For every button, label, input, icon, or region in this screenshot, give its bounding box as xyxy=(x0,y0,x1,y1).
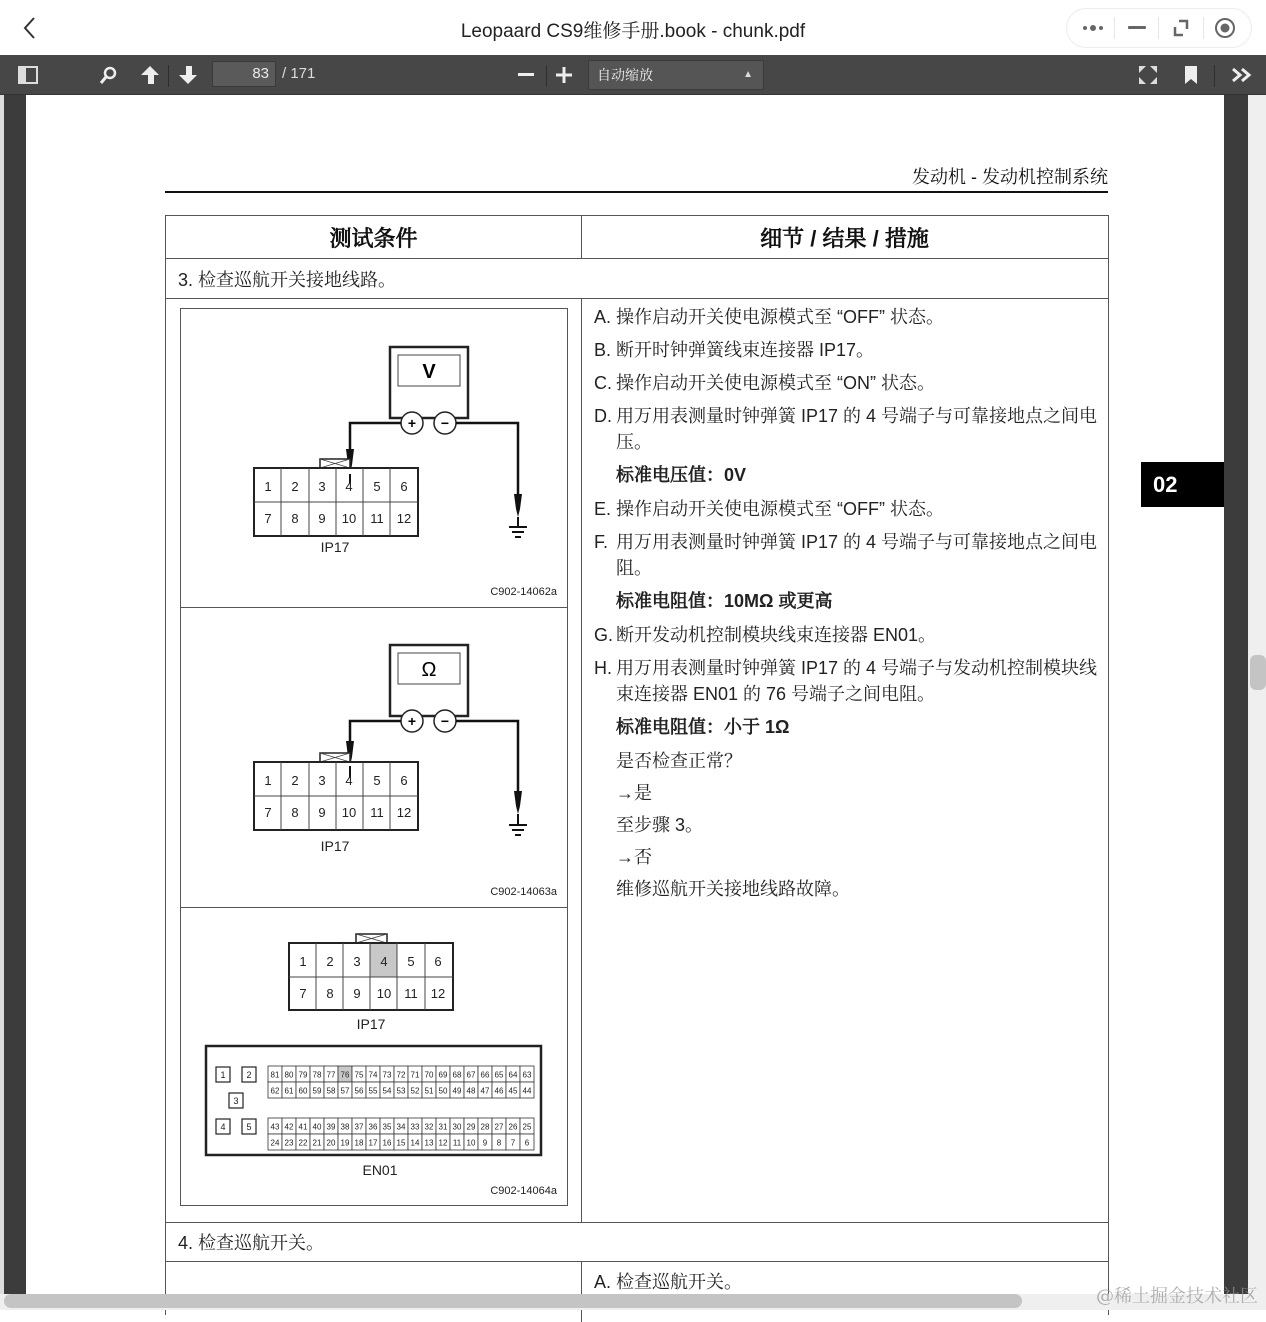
standard-resistance-f: 标准电阻值：10MΩ 或更高 xyxy=(616,591,833,611)
figure-voltage-test xyxy=(180,308,568,608)
svg-text:39: 39 xyxy=(326,1122,336,1132)
svg-text:23: 23 xyxy=(284,1138,294,1148)
zoom-out-button[interactable] xyxy=(512,61,540,89)
svg-text:67: 67 xyxy=(466,1070,476,1080)
zoom-select-value: 自动缩放 xyxy=(597,67,653,83)
svg-text:16: 16 xyxy=(382,1138,392,1148)
divider xyxy=(168,65,169,87)
svg-text:9: 9 xyxy=(353,986,361,1001)
svg-text:EN01: EN01 xyxy=(362,1162,398,1178)
zoom-select[interactable] xyxy=(588,60,764,90)
svg-text:11: 11 xyxy=(404,986,418,1001)
check-question: 是否检查正常？ xyxy=(616,751,742,771)
horizontal-scrollbar-thumb[interactable] xyxy=(4,1294,1022,1308)
more-icon xyxy=(1081,23,1105,33)
svg-text:3: 3 xyxy=(318,773,326,788)
svg-text:C902-14064a: C902-14064a xyxy=(490,1185,557,1197)
arrow-down-icon xyxy=(178,65,198,85)
svg-text:42: 42 xyxy=(284,1122,294,1132)
svg-text:79: 79 xyxy=(298,1070,308,1080)
header-details: 细节 / 结果 / 措施 xyxy=(581,216,1108,259)
svg-text:Ω: Ω xyxy=(421,659,437,681)
more-button[interactable] xyxy=(1075,14,1111,42)
svg-text:28: 28 xyxy=(480,1122,490,1132)
standard-voltage: 标准电压值：0V xyxy=(616,465,747,485)
svg-text:IP17: IP17 xyxy=(320,838,350,854)
svg-text:38: 38 xyxy=(340,1122,350,1132)
svg-text:15: 15 xyxy=(396,1138,406,1148)
svg-text:78: 78 xyxy=(312,1070,322,1080)
record-button[interactable] xyxy=(1207,14,1243,42)
svg-text:50: 50 xyxy=(438,1086,448,1096)
svg-text:10: 10 xyxy=(376,986,392,1001)
svg-text:41: 41 xyxy=(298,1122,308,1132)
svg-text:C902-14063a: C902-14063a xyxy=(490,886,557,898)
instruction-h: H. 用万用表测量时钟弹簧 IP17 的 4 号端子与发动机控制模块线束连接器 EN01 的 76 号端子之间电阻。 xyxy=(594,658,1098,704)
instruction-b: B. 断开时钟弹簧线束连接器 IP17。 xyxy=(594,340,875,360)
svg-text:12: 12 xyxy=(438,1138,448,1148)
svg-text:30: 30 xyxy=(452,1122,462,1132)
svg-text:17: 17 xyxy=(368,1138,378,1148)
voltage-test-diagram xyxy=(181,309,567,607)
svg-text:1: 1 xyxy=(220,1070,226,1080)
svg-text:59: 59 xyxy=(312,1086,322,1096)
head-rule xyxy=(165,191,1108,193)
svg-text:40: 40 xyxy=(312,1122,322,1132)
svg-text:12: 12 xyxy=(430,986,446,1001)
svg-text:49: 49 xyxy=(452,1086,462,1096)
no-action: 维修巡航开关接地线路故障。 xyxy=(616,879,850,899)
standard-resistance-h: 标准电阻值：小于 1Ω xyxy=(616,717,790,737)
instruction-a: A. 操作启动开关使电源模式至 “OFF” 状态。 xyxy=(594,307,944,327)
zoom-in-button[interactable] xyxy=(550,61,578,89)
instruction-c: C. 操作启动开关使电源模式至 “ON” 状态。 xyxy=(594,373,935,393)
double-chevron-right-icon xyxy=(1230,66,1252,84)
svg-text:75: 75 xyxy=(354,1070,364,1080)
svg-text:6: 6 xyxy=(434,954,442,969)
svg-text:−: − xyxy=(440,713,450,729)
svg-text:6: 6 xyxy=(524,1138,530,1148)
page-total: / 171 xyxy=(282,65,316,82)
svg-text:7: 7 xyxy=(299,986,307,1001)
svg-text:11: 11 xyxy=(370,805,384,820)
svg-text:6: 6 xyxy=(400,479,408,494)
divider xyxy=(1114,17,1115,39)
minimize-button[interactable] xyxy=(1119,14,1155,42)
svg-text:58: 58 xyxy=(326,1086,336,1096)
svg-text:3: 3 xyxy=(353,954,361,969)
step-3-instructions xyxy=(594,304,1104,908)
svg-text:C902-14062a: C902-14062a xyxy=(490,586,557,598)
column-divider xyxy=(581,1262,582,1322)
svg-text:44: 44 xyxy=(522,1086,532,1096)
svg-text:5: 5 xyxy=(373,479,381,494)
step-4-instruction-a: A. 检查巡航开关。 xyxy=(594,1272,743,1292)
tools-button[interactable] xyxy=(1226,61,1256,89)
svg-text:32: 32 xyxy=(424,1122,434,1132)
page-number-input[interactable]: 83 xyxy=(212,61,276,87)
header-test-conditions: 测试条件 xyxy=(166,216,581,259)
svg-text:70: 70 xyxy=(424,1070,434,1080)
svg-text:60: 60 xyxy=(298,1086,308,1096)
previous-page-button[interactable] xyxy=(136,61,164,89)
vertical-scrollbar-thumb[interactable] xyxy=(1250,655,1266,690)
svg-text:53: 53 xyxy=(396,1086,406,1096)
svg-text:+: + xyxy=(407,415,417,431)
restore-icon xyxy=(1171,18,1191,38)
svg-text:73: 73 xyxy=(382,1070,392,1080)
svg-text:77: 77 xyxy=(326,1070,336,1080)
sidebar-toggle-button[interactable] xyxy=(14,61,42,89)
arrow-up-icon xyxy=(140,65,160,85)
svg-text:11: 11 xyxy=(452,1138,462,1148)
svg-text:65: 65 xyxy=(494,1070,504,1080)
svg-text:54: 54 xyxy=(382,1086,392,1096)
svg-text:2: 2 xyxy=(246,1070,252,1080)
svg-text:IP17: IP17 xyxy=(320,539,350,555)
svg-text:29: 29 xyxy=(466,1122,476,1132)
svg-text:69: 69 xyxy=(438,1070,448,1080)
svg-text:51: 51 xyxy=(424,1086,434,1096)
svg-text:46: 46 xyxy=(494,1086,504,1096)
divider xyxy=(1203,17,1204,39)
svg-text:14: 14 xyxy=(410,1138,420,1148)
instruction-g: G. 断开发动机控制模块线束连接器 EN01。 xyxy=(594,625,937,645)
svg-text:3: 3 xyxy=(318,479,326,494)
svg-text:43: 43 xyxy=(270,1122,280,1132)
step-4-row: 4. 检查巡航开关。 xyxy=(166,1222,1108,1262)
svg-text:63: 63 xyxy=(522,1070,532,1080)
svg-text:1: 1 xyxy=(264,479,272,494)
svg-text:9: 9 xyxy=(318,511,326,526)
record-icon xyxy=(1214,17,1236,39)
svg-text:10: 10 xyxy=(341,511,357,526)
svg-text:3: 3 xyxy=(233,1096,239,1106)
bookmark-icon xyxy=(1184,65,1198,85)
svg-text:33: 33 xyxy=(410,1122,420,1132)
svg-text:−: − xyxy=(440,415,450,431)
svg-text:52: 52 xyxy=(410,1086,420,1096)
divider xyxy=(1158,17,1159,39)
presentation-mode-button[interactable] xyxy=(1134,61,1162,89)
svg-text:74: 74 xyxy=(368,1070,378,1080)
vertical-scrollbar-track[interactable] xyxy=(1248,95,1266,1310)
window-controls xyxy=(1066,8,1252,48)
svg-text:7: 7 xyxy=(264,511,272,526)
svg-text:2: 2 xyxy=(326,954,334,969)
svg-text:8: 8 xyxy=(291,805,299,820)
svg-text:80: 80 xyxy=(284,1070,294,1080)
restore-button[interactable] xyxy=(1163,14,1199,42)
svg-text:22: 22 xyxy=(298,1138,308,1148)
svg-text:45: 45 xyxy=(508,1086,518,1096)
instruction-f: F. 用万用表测量时钟弹簧 IP17 的 4 号端子与可靠接地点之间电阻。 xyxy=(594,532,1098,578)
svg-text:24: 24 xyxy=(270,1138,280,1148)
svg-text:55: 55 xyxy=(368,1086,378,1096)
svg-text:5: 5 xyxy=(246,1122,252,1132)
svg-text:V: V xyxy=(422,361,436,383)
svg-text:8: 8 xyxy=(496,1138,502,1148)
svg-text:81: 81 xyxy=(270,1070,280,1080)
bookmark-button[interactable] xyxy=(1178,61,1204,89)
svg-text:4: 4 xyxy=(345,479,353,494)
sidebar-icon xyxy=(18,66,38,84)
answer-yes: →是 xyxy=(616,783,652,803)
svg-text:10: 10 xyxy=(466,1138,476,1148)
svg-text:56: 56 xyxy=(354,1086,364,1096)
svg-text:20: 20 xyxy=(326,1138,336,1148)
find-button[interactable] xyxy=(94,61,122,89)
search-icon xyxy=(98,65,118,85)
svg-text:62: 62 xyxy=(270,1086,280,1096)
divider xyxy=(1214,65,1215,87)
svg-text:37: 37 xyxy=(354,1122,364,1132)
svg-text:2: 2 xyxy=(291,773,299,788)
svg-text:5: 5 xyxy=(373,773,381,788)
svg-text:76: 76 xyxy=(340,1070,350,1080)
svg-text:IP17: IP17 xyxy=(356,1016,386,1032)
svg-text:12: 12 xyxy=(396,511,412,526)
svg-text:7: 7 xyxy=(510,1138,516,1148)
svg-text:1: 1 xyxy=(299,954,307,969)
watermark: @稀土掘金技术社区 xyxy=(1096,1286,1258,1307)
svg-text:4: 4 xyxy=(220,1122,226,1132)
svg-text:66: 66 xyxy=(480,1070,490,1080)
svg-text:47: 47 xyxy=(480,1086,490,1096)
svg-text:26: 26 xyxy=(508,1122,518,1132)
figure-resistance-test xyxy=(180,607,568,908)
svg-text:61: 61 xyxy=(284,1086,294,1096)
svg-text:12: 12 xyxy=(396,805,412,820)
svg-text:18: 18 xyxy=(354,1138,364,1148)
svg-text:35: 35 xyxy=(382,1122,392,1132)
minimize-icon xyxy=(1127,25,1147,31)
minus-icon xyxy=(518,73,534,77)
svg-text:57: 57 xyxy=(340,1086,350,1096)
svg-text:11: 11 xyxy=(370,511,384,526)
svg-text:13: 13 xyxy=(424,1138,434,1148)
svg-text:+: + xyxy=(407,713,417,729)
fullscreen-icon xyxy=(1138,65,1158,85)
diagnostic-table xyxy=(165,215,1109,1315)
svg-text:48: 48 xyxy=(466,1086,476,1096)
svg-text:4: 4 xyxy=(380,954,388,969)
svg-text:9: 9 xyxy=(482,1138,488,1148)
svg-text:64: 64 xyxy=(508,1070,518,1080)
resistance-test-diagram xyxy=(181,608,567,907)
step-3-row: 3. 检查巡航开关接地线路。 xyxy=(166,259,1108,299)
svg-text:8: 8 xyxy=(291,511,299,526)
svg-text:4: 4 xyxy=(345,773,353,788)
svg-text:19: 19 xyxy=(340,1138,350,1148)
next-page-button[interactable] xyxy=(174,61,202,89)
figure-connector-pinout xyxy=(180,907,568,1206)
svg-text:36: 36 xyxy=(368,1122,378,1132)
title-bar xyxy=(0,0,1266,55)
plus-icon xyxy=(556,67,572,83)
svg-text:21: 21 xyxy=(312,1138,322,1148)
left-edge xyxy=(0,95,4,1310)
svg-text:2: 2 xyxy=(291,479,299,494)
column-divider xyxy=(581,216,582,259)
connector-pinout-diagram xyxy=(181,908,567,1205)
svg-text:10: 10 xyxy=(341,805,357,820)
svg-text:34: 34 xyxy=(396,1122,406,1132)
divider xyxy=(546,65,547,87)
window-title: Leopaard CS9维修手册.book - chunk.pdf xyxy=(460,21,806,42)
svg-text:1: 1 xyxy=(264,773,272,788)
instruction-d: D. 用万用表测量时钟弹簧 IP17 的 4 号端子与可靠接地点之间电压。 xyxy=(594,406,1098,452)
answer-no: →否 xyxy=(616,847,652,867)
instruction-e: E. 操作启动开关使电源模式至 “OFF” 状态。 xyxy=(594,499,944,519)
svg-text:27: 27 xyxy=(494,1122,504,1132)
svg-text:6: 6 xyxy=(400,773,408,788)
svg-text:5: 5 xyxy=(407,954,415,969)
svg-text:71: 71 xyxy=(410,1070,420,1080)
select-arrows-icon: ▲ xyxy=(743,69,753,80)
column-divider xyxy=(581,299,582,1222)
svg-text:7: 7 xyxy=(264,805,272,820)
svg-text:68: 68 xyxy=(452,1070,462,1080)
svg-text:9: 9 xyxy=(318,805,326,820)
running-head: 发动机 - 发动机控制系统 xyxy=(912,167,1108,187)
svg-text:72: 72 xyxy=(396,1070,406,1080)
chapter-tab: 02 xyxy=(1141,462,1224,507)
svg-text:31: 31 xyxy=(438,1122,448,1132)
svg-text:25: 25 xyxy=(522,1122,532,1132)
svg-text:8: 8 xyxy=(326,986,334,1001)
yes-action: 至步骤 3。 xyxy=(616,815,704,835)
